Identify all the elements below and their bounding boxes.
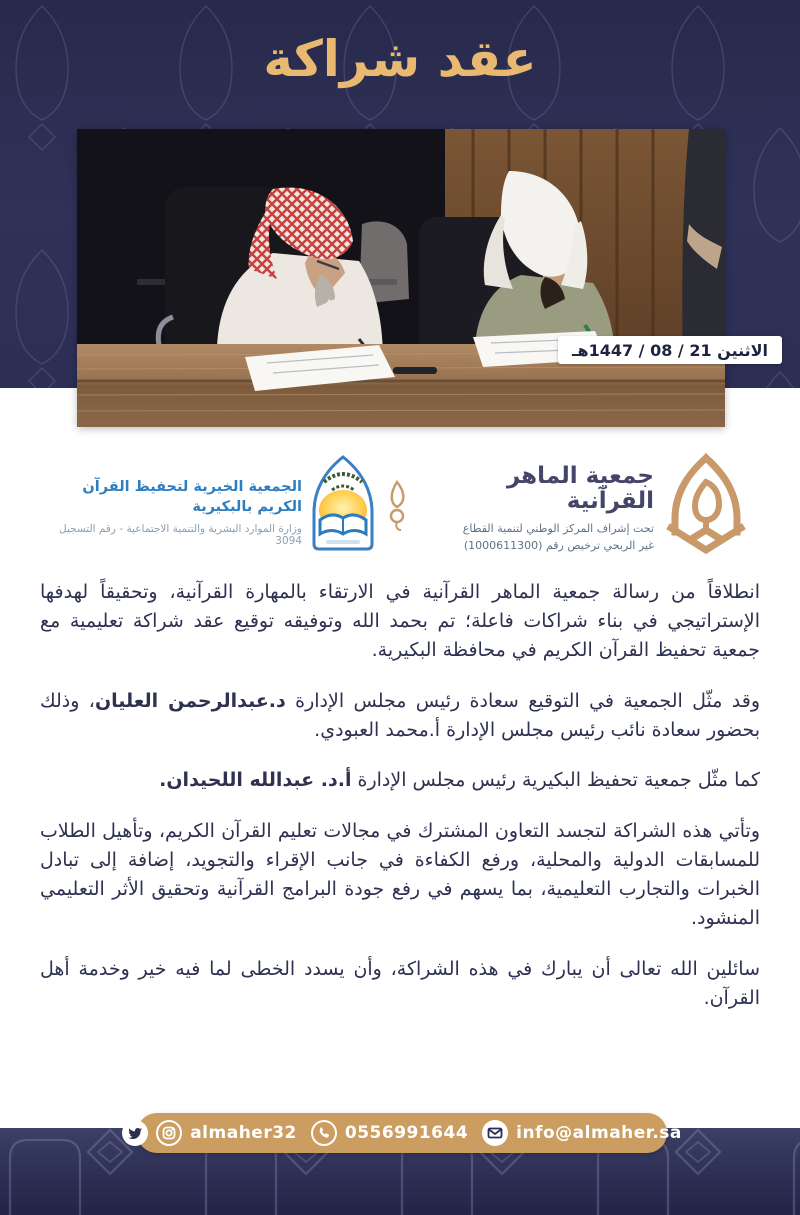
charity-logo-icon bbox=[308, 454, 378, 554]
almaher-tagline: تحت إشراف المركز الوطني لتنمية القطاع غير الربحي ترخيص رقم (1000611300) bbox=[462, 521, 654, 552]
phone-icon[interactable] bbox=[311, 1120, 337, 1146]
social-handle[interactable]: almaher32 bbox=[190, 1123, 297, 1143]
phone-contact[interactable] bbox=[311, 1120, 468, 1146]
photo-illustration bbox=[77, 129, 725, 427]
charity-wordmark bbox=[40, 478, 302, 547]
contact-bar bbox=[137, 1113, 682, 1153]
twitter-icon[interactable] bbox=[122, 1120, 148, 1146]
date-badge: الاثنين 21 / 08 / 1447هـ bbox=[558, 336, 782, 364]
phone-number[interactable]: 0556991644 bbox=[344, 1123, 469, 1143]
email-contact[interactable] bbox=[482, 1120, 682, 1146]
email-icon[interactable] bbox=[482, 1120, 508, 1146]
paragraph-partnership-goals: وتأتي هذه الشراكة لتجسد التعاون المشترك في مجالات تعليم القرآن الكريم، وتأهيل الطلاب للمسابقات الدولية والمحلية، ورفع الكفاءة في جانب الإقراء والتجويد، إضافة إلى تبادل الخبرات والتجارب التعليمية، بما يسهم في رفع جودة البرامج القرآنية وتحقيق الأثر التعليمي المنشود. bbox=[40, 820, 760, 929]
social-contact[interactable] bbox=[122, 1120, 297, 1146]
almaher-name: جمعية الماهر القرآنية bbox=[506, 463, 654, 515]
almaher-logo-icon bbox=[663, 452, 749, 558]
signing-ceremony-photo bbox=[77, 129, 725, 427]
chairman-name: د.عبدالرحمن العليان bbox=[94, 689, 286, 712]
paragraph-maher-representatives: وقد مثّل الجمعية في التوقيع سعادة رئيس مجلس الإدارة د.عبدالرحمن العليان، وذلك بحضور سعادة نائب رئيس مجلس الإدارة أ.محمد العبودي. bbox=[40, 689, 760, 741]
instagram-icon[interactable] bbox=[156, 1120, 182, 1146]
page-title: عقد شراكة bbox=[263, 30, 537, 88]
almaher-wordmark bbox=[414, 464, 654, 554]
charity-chairman-name: أ.د. عبدالله اللحيدان. bbox=[159, 769, 352, 792]
paragraph-intro: انطلاقاً من رسالة جمعية الماهر القرآنية في الارتقاء بالمهارة القرآنية، وتحقيقاً لهدفها الإستراتيجي في بناء شراكات فاعلة؛ تم بحمد الله وتوفيقه توقيع عقد شراكة تعليمية مع جمعية تحفيظ القرآن الكريم في محافظة البكيرية. bbox=[40, 581, 760, 661]
article-body bbox=[40, 578, 760, 1035]
paragraph-closing-prayer: سائلين الله تعالى أن يبارك في هذه الشراكة، وأن يسدد الخطى لما فيه خير وخدمة أهل القرآن. bbox=[40, 957, 760, 1009]
paragraph-charity-representative: كما مثّل جمعية تحفيظ البكيرية رئيس مجلس الإدارة أ.د. عبدالله اللحيدان. bbox=[159, 769, 760, 792]
gold-flourish-icon bbox=[385, 480, 409, 532]
logos-row bbox=[0, 448, 800, 563]
charity-registration: وزارة الموارد البشرية والتنمية الاجتماعية - رقم التسجيل 3094 bbox=[59, 523, 302, 548]
charity-name: الجمعية الخيرية لتحفيظ القرآن الكريم بالبكيرية bbox=[82, 479, 302, 515]
email-address[interactable]: info@almaher.sa bbox=[516, 1123, 682, 1143]
